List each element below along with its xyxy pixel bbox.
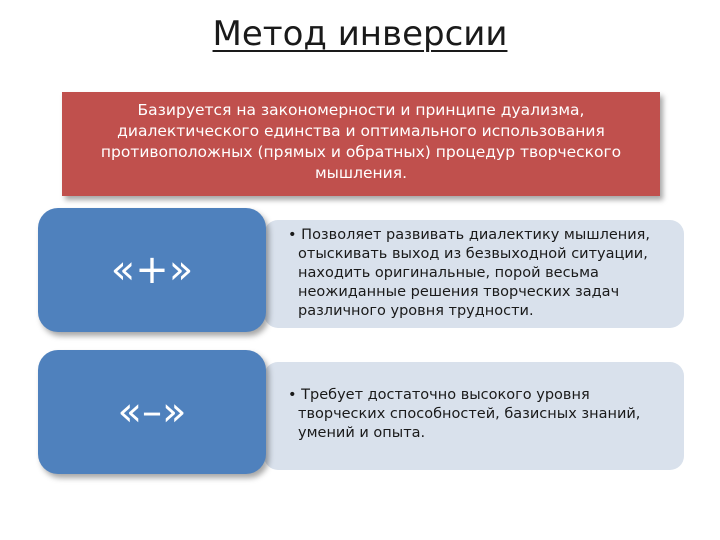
basis-block: Базируется на закономерности и принципе дуализма, диалектического единства и оптимального использования противоположных (прямых и обратных) процедур творческого мышления. (62, 92, 660, 196)
plus-sign-label: «+» (110, 247, 194, 293)
minus-sign-label: «–» (117, 389, 187, 435)
advantage-text: • Позволяет развивать диалектику мышления, отыскивать выход из безвыходной ситуации, находить оригинальные, порой весьма неожиданные решения творческих задач различного уровня трудности. (288, 227, 651, 319)
disadvantage-box (264, 362, 684, 470)
plus-sign-box (38, 208, 266, 332)
advantage-box (264, 220, 684, 328)
slide-title-text: Метод инверсии (212, 14, 508, 54)
disadvantage-text: • Требует достаточно высокого уровня творческих способностей, базисных знаний, умений и опыта. (288, 387, 641, 441)
minus-sign-box (38, 350, 266, 474)
slide-title (0, 14, 720, 54)
